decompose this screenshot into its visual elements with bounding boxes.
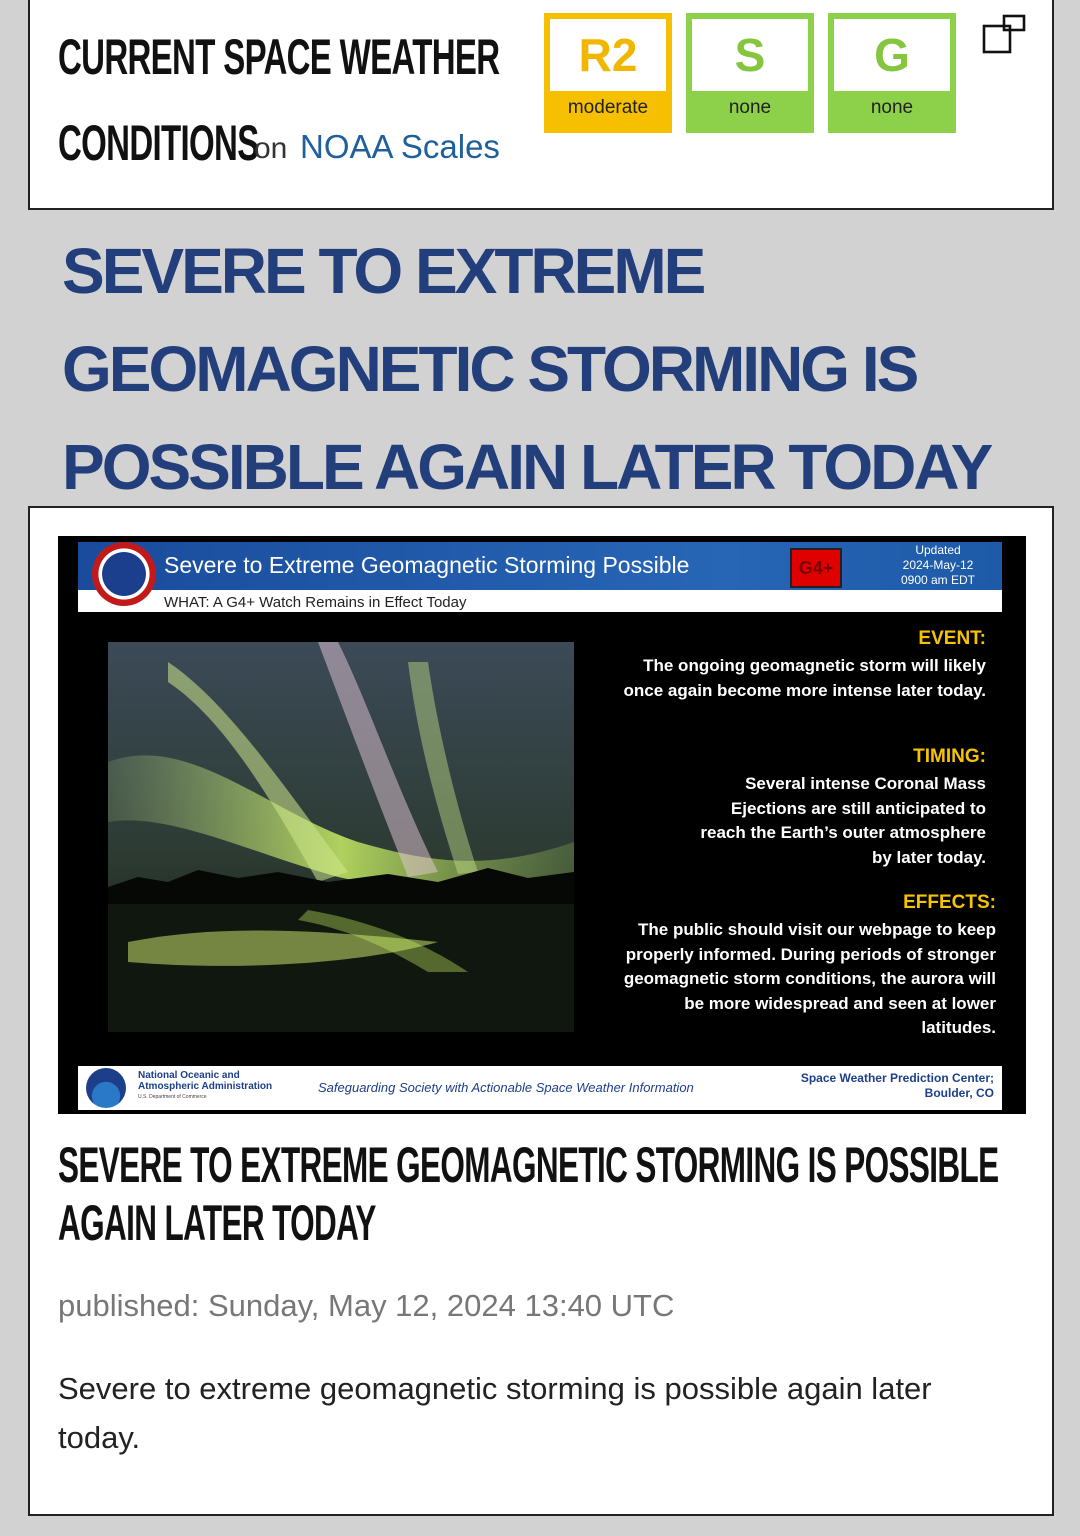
noaa-sub: U.S. Department of Commerce	[138, 1094, 207, 1100]
scale-r-value: R2	[550, 19, 666, 91]
article-title-line2: AGAIN LATER TODAY	[58, 1195, 376, 1251]
noaa-name-line2: Atmospheric Administration	[138, 1081, 273, 1092]
event-text: The ongoing geomagnetic storm will likely once again become more intense later today.	[623, 656, 986, 700]
aurora-photo	[108, 642, 574, 1032]
banner-footer	[78, 1066, 1002, 1110]
conditions-title-line2: CONDITIONS	[58, 115, 259, 171]
footer-center	[801, 1071, 994, 1101]
scale-g-value: G	[834, 19, 950, 91]
conditions-title-line1: CURRENT SPACE WEATHER	[58, 29, 500, 85]
noaa-name	[138, 1070, 272, 1103]
headline-line: SEVERE TO EXTREME	[62, 235, 704, 307]
published-date: published: Sunday, May 12, 2024 13:40 UTC	[58, 1288, 675, 1323]
updated-time: 0900 am EDT	[900, 573, 976, 587]
article-title-line1: SEVERE TO EXTREME GEOMAGNETIC STORMING IS POSSIBLE	[58, 1137, 999, 1193]
conditions-on-label: on	[254, 132, 288, 165]
geomagnetic-storm-scale-badge[interactable]	[828, 13, 956, 133]
noaa-logo	[86, 1068, 126, 1108]
article-summary: Severe to extreme geomagnetic storming is possible again later today.	[58, 1371, 932, 1455]
banner-title: Severe to Extreme Geomagnetic Storming Possible	[164, 552, 690, 578]
banner-header	[78, 542, 1002, 612]
solar-radiation-scale-badge[interactable]	[686, 13, 814, 133]
nws-seal-logo	[92, 542, 156, 606]
effects-heading: EFFECTS:	[903, 892, 996, 913]
radio-blackout-scale-badge[interactable]	[544, 13, 672, 133]
timing-text: Several intense Coronal Mass Ejections are still anticipated to reach the Earth’s outer atmosphere by later today.	[700, 774, 986, 867]
article-title[interactable]	[58, 1136, 998, 1252]
headline-line: POSSIBLE AGAIN LATER TODAY	[62, 431, 991, 503]
current-conditions-panel	[28, 0, 1054, 210]
updated-date: 2024-May-12	[902, 558, 974, 572]
banner-what-line: WHAT: A G4+ Watch Remains in Effect Today	[164, 594, 467, 611]
external-window-icon[interactable]	[982, 14, 1028, 54]
article-banner-image[interactable]	[58, 536, 1026, 1114]
footer-tagline: Safeguarding Society with Actionable Space Weather Information	[318, 1080, 694, 1095]
footer-center-line1: Space Weather Prediction Center;	[800, 1071, 994, 1085]
scale-s-level: none	[728, 97, 772, 118]
scale-s-value: S	[692, 19, 808, 91]
timing-heading: TIMING:	[913, 746, 986, 767]
noaa-scales-link[interactable]: NOAA Scales	[300, 128, 500, 165]
g4-badge: G4+	[790, 548, 842, 588]
footer-center-line2: Boulder, CO	[924, 1086, 994, 1100]
banner-updated	[884, 543, 992, 588]
page-headline	[62, 222, 1042, 516]
scale-g-level: none	[870, 97, 914, 118]
article-card	[28, 506, 1054, 1516]
noaa-name-line1: National Oceanic and	[138, 1070, 240, 1081]
scale-r-level: moderate	[567, 97, 649, 118]
headline-line: GEOMAGNETIC STORMING IS	[62, 333, 917, 405]
event-heading: EVENT:	[918, 628, 986, 649]
effects-text: The public should visit our webpage to keep properly informed. During periods of stronger geomagnetic storm conditions, the aurora will be more widespread and seen at lower latitudes.	[623, 920, 996, 1037]
updated-label: Updated	[915, 543, 961, 557]
